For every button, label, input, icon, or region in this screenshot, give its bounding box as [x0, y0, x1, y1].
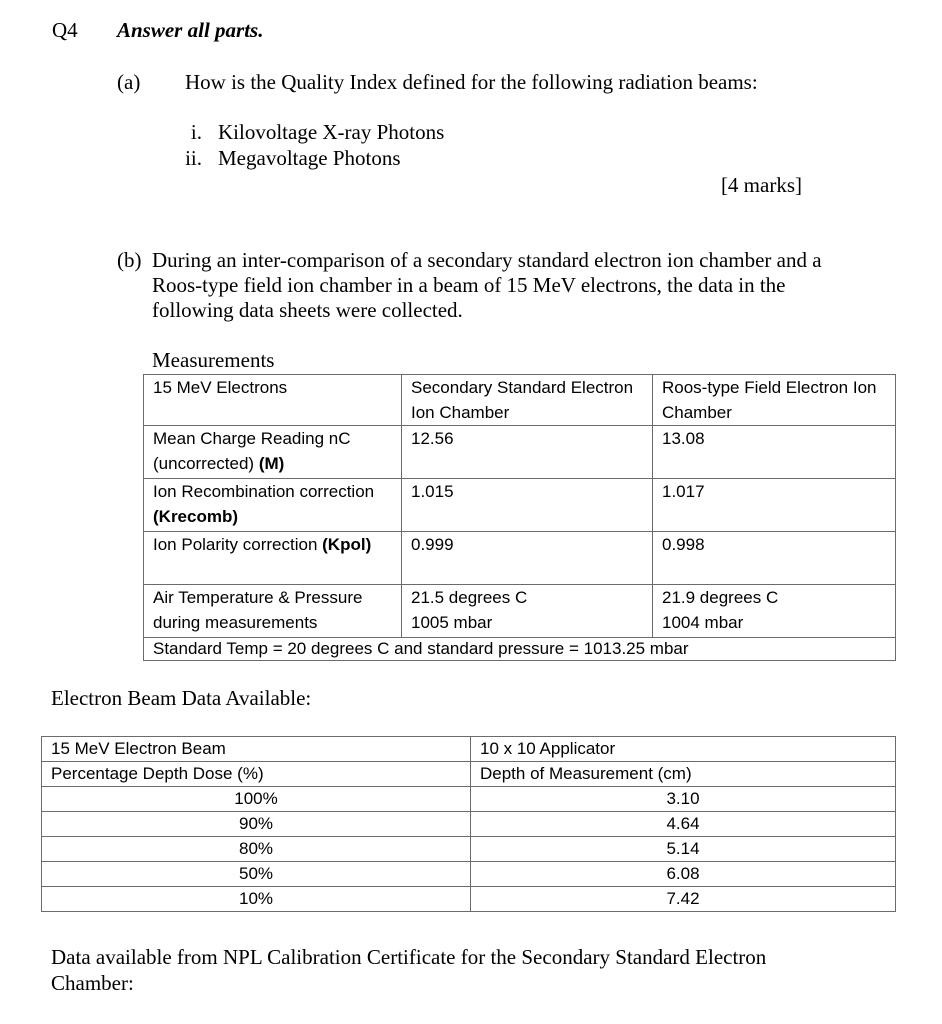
symbol: (Krecomb) [153, 507, 239, 526]
header-cell: Percentage Depth Dose (%) [42, 762, 471, 787]
symbol: (M) [258, 454, 285, 473]
depth-cell: 4.64 [471, 812, 896, 837]
standard-conditions-note: Standard Temp = 20 degrees C and standard pressure = 1013.25 mbar [144, 638, 896, 661]
table-header-row [42, 737, 896, 762]
question-instruction: Answer all parts. [117, 18, 264, 42]
header-cell: 15 MeV Electrons [144, 375, 402, 426]
depth-cell: 6.08 [471, 862, 896, 887]
table-row [42, 812, 896, 837]
cell-value: 12.56 [402, 426, 653, 479]
header-cell: Secondary Standard Electron Ion Chamber [402, 375, 653, 426]
symbol: (Kpol) [322, 535, 372, 554]
list-item-number: i. [190, 120, 202, 144]
pdd-cell: 100% [42, 787, 471, 812]
table-row [144, 532, 896, 585]
table-footer-row [144, 638, 896, 661]
list-item-text: Kilovoltage X-ray Photons [218, 120, 445, 144]
list-item-text: Megavoltage Photons [218, 146, 401, 170]
header-cell: 15 MeV Electron Beam [42, 737, 471, 762]
cell-value: 1.017 [653, 479, 896, 532]
pdd-cell: 80% [42, 837, 471, 862]
beam-data-caption: Electron Beam Data Available: [51, 686, 312, 710]
table-row [144, 479, 896, 532]
part-b-label: (b) [117, 248, 142, 272]
table-row [42, 837, 896, 862]
pdd-cell: 50% [42, 862, 471, 887]
cell-value: 21.5 degrees C 1005 mbar [402, 585, 653, 638]
depth-cell: 3.10 [471, 787, 896, 812]
pdd-cell: 90% [42, 812, 471, 837]
npl-certificate-text: Data available from NPL Calibration Certificate for the Secondary Standard Electron Chamber: [51, 945, 767, 995]
table-row [144, 585, 896, 638]
cell-value: 0.999 [402, 532, 653, 585]
header-cell: 10 x 10 Applicator [471, 737, 896, 762]
marks-label: [4 marks] [720, 173, 802, 197]
pdd-cell: 10% [42, 887, 471, 912]
table-header-row [42, 762, 896, 787]
table-row [42, 887, 896, 912]
row-label: Ion Polarity correction (Kpol) [144, 532, 402, 585]
measurements-caption: Measurements [152, 348, 275, 372]
table-header-row [144, 375, 896, 426]
question-number: Q4 [52, 18, 78, 42]
depth-cell: 5.14 [471, 837, 896, 862]
cell-value: 0.998 [653, 532, 896, 585]
cell-value: 21.9 degrees C 1004 mbar [653, 585, 896, 638]
row-label: Mean Charge Reading nC (uncorrected) (M) [144, 426, 402, 479]
cell-value: 1.015 [402, 479, 653, 532]
header-cell: Depth of Measurement (cm) [471, 762, 896, 787]
list-item-number: ii. [185, 146, 202, 170]
table-row [144, 426, 896, 479]
cell-value: 13.08 [653, 426, 896, 479]
table-row [42, 862, 896, 887]
header-cell: Roos-type Field Electron Ion Chamber [653, 375, 896, 426]
row-label: Ion Recombination correction (Krecomb) [144, 479, 402, 532]
part-b-text: During an inter-comparison of a secondary standard electron ion chamber and a Roos-type field ion chamber in a beam of 15 MeV electrons, the data in the following data sheets were collected. [152, 248, 822, 322]
depth-cell: 7.42 [471, 887, 896, 912]
beam-data-table [41, 736, 896, 912]
part-a-text: How is the Quality Index defined for the following radiation beams: [185, 70, 758, 94]
measurements-table [143, 374, 896, 661]
row-label: Air Temperature & Pressure during measurements [144, 585, 402, 638]
part-a-label: (a) [117, 70, 141, 94]
table-row [42, 787, 896, 812]
